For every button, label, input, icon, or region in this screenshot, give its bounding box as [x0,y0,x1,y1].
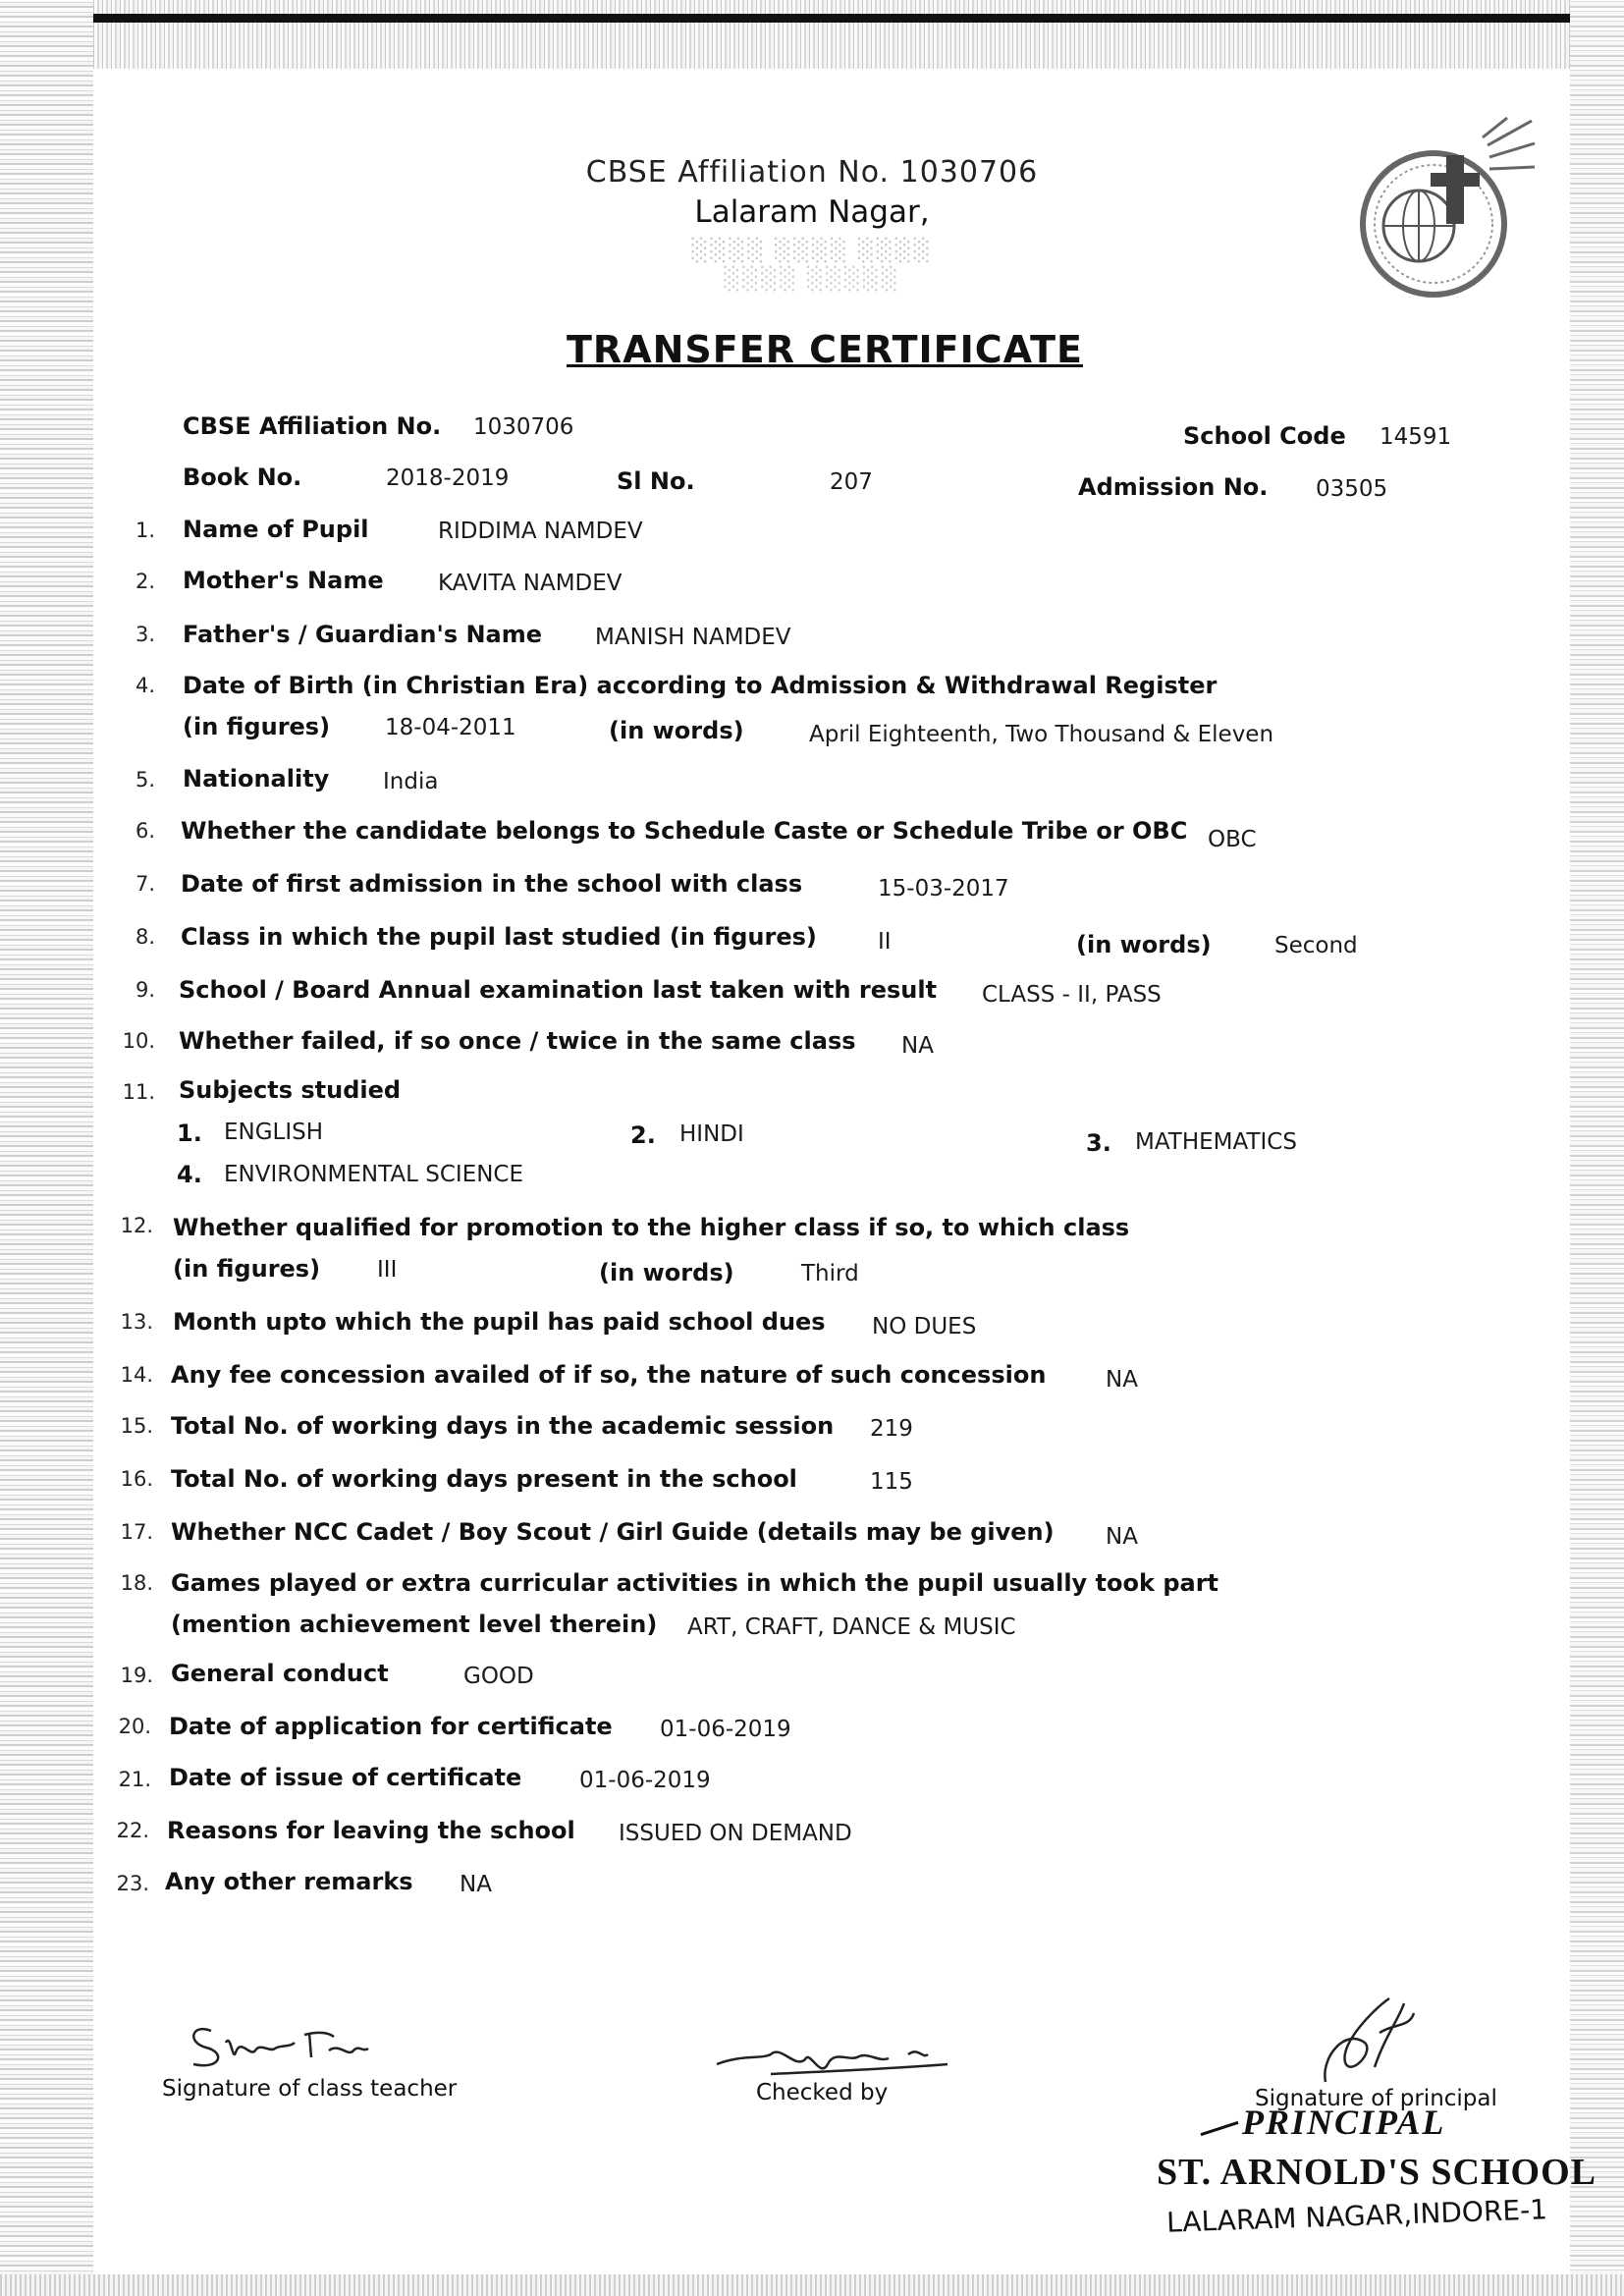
item-number: 7. [135,872,155,896]
value-last-exam: CLASS - II, PASS [982,982,1162,1008]
label-dob-figures: (in figures) [183,713,331,740]
value-school-dues: NO DUES [872,1314,977,1339]
school-code-value: 14591 [1380,424,1452,450]
sl-value: 207 [830,469,873,495]
subject-number: 1. [177,1120,202,1147]
label-ncc: Whether NCC Cadet / Boy Scout / Girl Guide (details may be given) [171,1518,1055,1546]
value-leaving-reason: ISSUED ON DEMAND [619,1821,852,1846]
item-number: 21. [118,1768,151,1791]
header-location: Lalaram Nagar, [694,194,930,230]
label-failed: Whether failed, if so once / twice in the same class [179,1027,856,1055]
stamp-school-address: LALARAM NAGAR,INDORE-1 [1165,2193,1548,2239]
label-school-dues: Month upto which the pupil has paid school dues [173,1308,826,1336]
item-number: 12. [120,1214,153,1237]
item-number: 4. [135,674,155,697]
teacher-signature-caption: Signature of class teacher [162,2076,458,2102]
label-date-of-birth: Date of Birth (in Christian Era) according to Admission & Withdrawal Register [183,672,1218,699]
item-number: 16. [120,1467,153,1491]
label-mother-name: Mother's Name [183,567,384,594]
label-last-class: Class in which the pupil last studied (in figures) [181,923,817,951]
item-number: 20. [118,1715,151,1738]
item-number: 18. [120,1571,153,1595]
label-working-days: Total No. of working days in the academic session [171,1412,835,1440]
value-subject-2: HINDI [679,1121,744,1147]
value-subject-4: ENVIRONMENTAL SCIENCE [224,1162,524,1187]
value-promotion-words: Third [801,1261,859,1286]
value-ncc: NA [1106,1524,1138,1550]
value-father-name: MANISH NAMDEV [595,625,791,650]
item-number: 5. [135,768,155,792]
header-faded-line-2: ░░░░ ░░░░░ [724,267,900,292]
label-dob-words: (in words) [609,717,744,744]
value-fee-concession: NA [1106,1367,1138,1393]
checked-by-caption: Checked by [756,2080,889,2105]
label-last-class-words: (in words) [1076,931,1212,958]
item-number: 9. [135,978,155,1002]
label-issue-date: Date of issue of certificate [169,1764,522,1791]
label-promotion-words: (in words) [599,1259,734,1286]
teacher-signature-icon [182,2013,398,2082]
item-number: 11. [122,1080,155,1104]
item-number: 23. [116,1872,149,1895]
value-dob-words: April Eighteenth, Two Thousand & Eleven [809,722,1274,747]
principal-signature-icon [1306,1989,1424,2097]
label-general-conduct: General conduct [171,1660,389,1687]
school-code-label: School Code [1183,422,1346,450]
label-caste-category: Whether the candidate belongs to Schedule Caste or Schedule Tribe or OBC [181,817,1188,845]
value-first-admission: 15-03-2017 [878,876,1009,902]
label-father-name: Father's / Guardian's Name [183,621,543,648]
principal-signature-caption: Signature of principal [1255,2086,1497,2111]
item-number: 17. [120,1520,153,1544]
label-pupil-name: Name of Pupil [183,516,369,543]
value-failed: NA [901,1033,934,1059]
school-logo-icon [1340,116,1537,312]
header-affiliation: CBSE Affiliation No. 1030706 [585,155,1039,190]
item-number: 1. [135,519,155,542]
value-last-class-words: Second [1274,933,1358,958]
scan-edge-bottom [0,2274,1624,2296]
item-number: 10. [122,1029,155,1053]
value-working-days: 219 [870,1416,913,1442]
header-faded-line-1: ░░░░ ░░░░ ░░░░ [691,239,933,263]
value-subject-3: MATHEMATICS [1135,1129,1297,1155]
label-days-present: Total No. of working days present in the school [171,1465,797,1493]
value-nationality: India [383,769,439,794]
stamp-school-name: ST. ARNOLD'S SCHOOL [1157,2152,1597,2193]
value-general-conduct: GOOD [463,1664,534,1689]
item-number: 14. [120,1363,153,1387]
label-promotion: Whether qualified for promotion to the higher class if so, to which class [173,1214,1130,1241]
label-nationality: Nationality [183,765,330,793]
label-other-remarks: Any other remarks [165,1868,413,1895]
sl-label: Sl No. [617,467,695,495]
label-leaving-reason: Reasons for leaving the school [167,1817,575,1844]
label-first-admission: Date of first admission in the school with class [181,870,803,898]
item-number: 2. [135,570,155,593]
value-subject-1: ENGLISH [224,1120,324,1145]
item-number: 15. [120,1414,153,1438]
item-number: 3. [135,623,155,646]
book-value: 2018-2019 [386,465,510,491]
label-application-date: Date of application for certificate [169,1713,613,1740]
label-fee-concession: Any fee concession availed of if so, the nature of such concession [171,1361,1047,1389]
item-number: 8. [135,925,155,949]
value-last-class-figures: II [878,929,892,955]
cbse-label: CBSE Affiliation No. [183,412,442,440]
value-dob-figures: 18-04-2011 [385,715,516,740]
item-number: 13. [120,1310,153,1334]
subject-number: 4. [177,1161,202,1188]
value-pupil-name: RIDDIMA NAMDEV [438,519,643,544]
stamp-principal: PRINCIPAL [1242,2103,1446,2142]
subject-number: 2. [630,1121,656,1149]
label-activities-level: (mention achievement level therein) [171,1611,658,1638]
value-mother-name: KAVITA NAMDEV [438,571,623,596]
scan-edge-top [0,0,1624,69]
book-label: Book No. [183,464,302,491]
document-title: TRANSFER CERTIFICATE [567,328,1083,371]
subject-number: 3. [1086,1129,1111,1157]
value-promotion-figures: III [377,1257,398,1283]
label-activities: Games played or extra curricular activities in which the pupil usually took part [171,1569,1219,1597]
value-application-date: 01-06-2019 [660,1717,791,1742]
value-other-remarks: NA [460,1872,492,1897]
value-days-present: 115 [870,1469,913,1495]
label-promotion-figures: (in figures) [173,1255,321,1283]
item-number: 6. [135,819,155,843]
label-subjects: Subjects studied [179,1076,402,1104]
admission-value: 03505 [1316,476,1388,502]
value-activities: ART, CRAFT, DANCE & MUSIC [687,1614,1016,1640]
admission-label: Admission No. [1078,473,1269,501]
value-caste-category: OBC [1208,827,1257,852]
label-last-exam: School / Board Annual examination last taken with result [179,976,938,1004]
item-number: 19. [120,1664,153,1687]
cbse-value: 1030706 [473,414,574,440]
item-number: 22. [116,1819,149,1842]
value-issue-date: 01-06-2019 [579,1768,711,1793]
